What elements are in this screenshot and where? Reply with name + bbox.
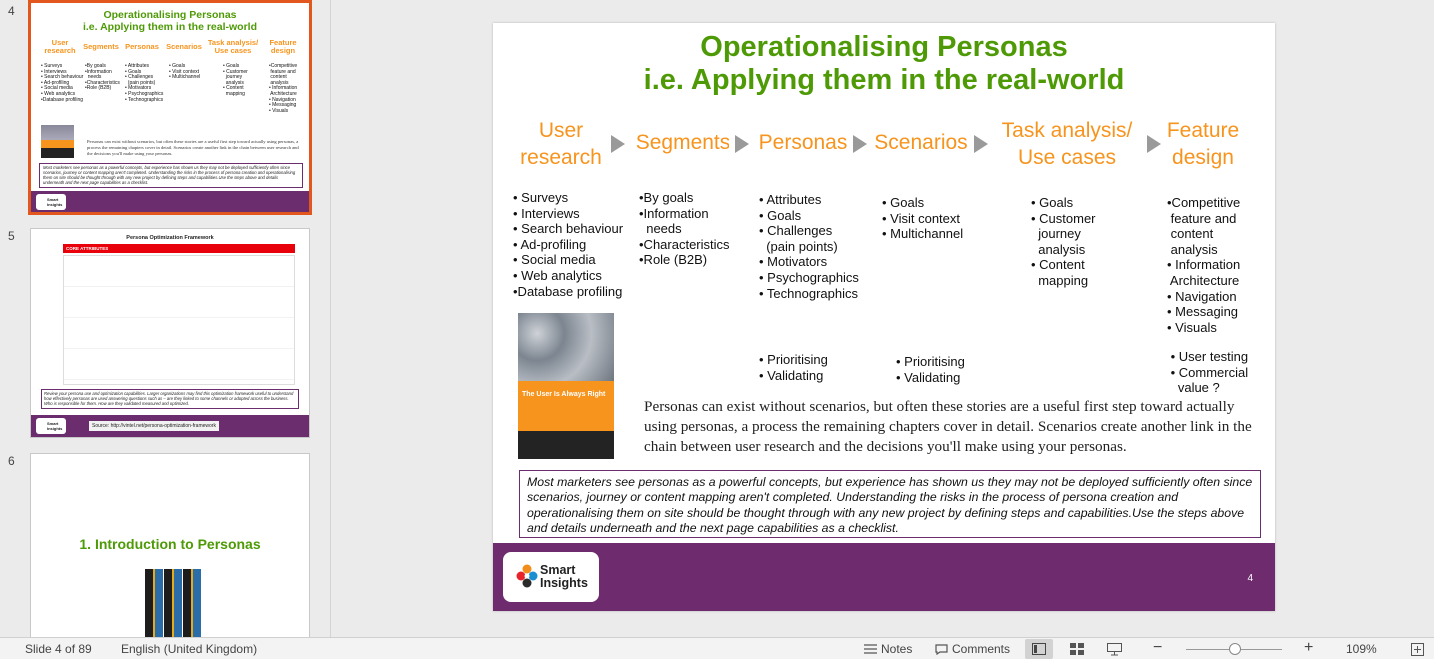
normal-view-icon	[1032, 643, 1046, 655]
crowd-photo	[518, 313, 614, 381]
slide-thumbnail-pane[interactable]	[0, 0, 331, 637]
thumb-table-header: CORE ATTRIBUTES	[63, 244, 295, 253]
note-box[interactable]: Most marketers see personas as a powerful concepts, but experience has shown us they may not be deployed sufficiently often since scenarios, journey or content mapping aren't completed. Understanding the risks in the process of persona creation and operationalising them on site should be thought through with any new project by defining steps and capabilities.Use the steps above and details underneath and the next page capabilities as a checklist.	[519, 470, 1261, 538]
chevron-right-icon	[853, 135, 867, 153]
fit-to-window-button[interactable]	[1403, 639, 1431, 659]
thumb-head: Scenarios	[166, 42, 202, 51]
list-user-research[interactable]: • Surveys • Interviews • Search behaviour • Ad-profiling • Social media • Web analytics •Database profiling	[513, 190, 624, 299]
book-title: The User Is Always Right	[518, 381, 614, 431]
head-scenarios[interactable]: Scenarios	[874, 131, 968, 154]
head-feature-design[interactable]: Feature design	[1166, 119, 1240, 169]
list-personas[interactable]: • Attributes • Goals • Challenges (pain points) • Motivators • Psychographics • Technographics	[759, 192, 859, 301]
thumb-framework-table	[63, 255, 295, 385]
thumb-head: Task analysis/ Use cases	[207, 38, 259, 55]
thumb-number: 5	[8, 229, 15, 243]
presenter-icon	[1107, 643, 1122, 656]
thumb-head: Personas	[125, 42, 159, 51]
status-bar	[0, 637, 1434, 659]
current-slide[interactable]	[493, 23, 1275, 611]
book-cover-image[interactable]	[518, 313, 614, 459]
zoom-out-button[interactable]: −	[1153, 639, 1163, 656]
logo-mark-icon	[516, 564, 538, 590]
thumb-col: •By goals •Information needs •Characteristics •Role (B2B)	[85, 63, 120, 92]
chevron-right-icon	[1147, 135, 1161, 153]
footer-bar	[493, 543, 1275, 611]
thumb-note-box: Most marketers see personas as a powerful concepts, but experience has shown us they may not be deployed sufficiently often since scenarios, journey or content mapping aren't completed. Understanding the risks in the process of persona creation and operationalising them on site should be thought through with any new project by defining steps and capabilities.Use the steps above and details underneath and the next page capabilities as a checklist.	[39, 163, 303, 188]
thumb-paragraph: Personas can exist without scenarios, but often these stories are a useful first step toward actually using personas, a process the remaining chapters cover in detail. Scenarios create another link in the chain between user research and the decisions you'll make using your personas.	[87, 139, 299, 156]
comments-button[interactable]	[935, 638, 1010, 659]
list-segments[interactable]: •By goals •Information needs •Characteristics •Role (B2B)	[639, 190, 730, 268]
thumb-col: •Competitive feature and content analysis • Information Architecture • Navigation • Messaging • Visuals	[269, 63, 298, 114]
thumb-head: User research	[44, 38, 76, 55]
thumb-col: • Attributes • Goals • Challenges (pain points) • Motivators • Psychographics • Technographics	[125, 63, 164, 103]
book-footer	[518, 431, 614, 459]
list-scenarios-lower[interactable]: • Prioritising • Validating	[896, 354, 965, 385]
head-task-analysis[interactable]: Task analysis/ Use cases	[1001, 119, 1133, 169]
thumb-number: 6	[8, 454, 15, 468]
thumb-logo: Smart Insights	[36, 194, 66, 210]
thumb-footer-bar	[31, 415, 309, 437]
slide-thumbnail-5[interactable]	[30, 228, 310, 438]
slide-page-number: 4	[1247, 573, 1253, 584]
chevron-right-icon	[611, 135, 625, 153]
zoom-level[interactable]: 109%	[1346, 642, 1377, 656]
list-feature-design[interactable]: •Competitive feature and content analysis • Information Architecture • Navigation • Messaging • Visuals	[1167, 195, 1241, 335]
thumb-head: Segments	[83, 42, 119, 51]
thumb-col: • Goals • Customer journey analysis • Content mapping	[223, 63, 248, 97]
head-personas[interactable]: Personas	[758, 131, 848, 154]
comment-icon	[935, 644, 948, 655]
notes-label: Notes	[881, 642, 913, 656]
slide-counter: Slide 4 of 89	[25, 642, 92, 656]
list-feature-lower[interactable]: • User testing • Commercial value ?	[1170, 349, 1249, 396]
body-paragraph[interactable]: Personas can exist without scenarios, but often these stories are a useful first step toward actually using personas, a process the remaining chapters cover in detail. Scenarios create another link in the chain between user research and the decisions you'll make using your personas.	[644, 398, 1252, 455]
slide-editor-canvas[interactable]	[332, 0, 1434, 637]
thumb-head: Feature design	[269, 38, 297, 55]
fit-window-icon	[1411, 643, 1424, 656]
thumb-col: • Goals • Visit context • Multichannel	[169, 63, 201, 81]
thumb-title: 1. Introduction to Personas	[79, 536, 261, 552]
list-personas-lower[interactable]: • Prioritising • Validating	[759, 352, 828, 383]
zoom-in-button[interactable]: +	[1304, 639, 1314, 656]
slide-thumbnail-6[interactable]	[30, 453, 310, 637]
thumb-logo: Smart Insights	[36, 418, 66, 434]
language-indicator[interactable]: English (United Kingdom)	[121, 642, 258, 656]
normal-view-button[interactable]	[1025, 639, 1053, 659]
thumb-book-image	[41, 125, 74, 158]
grid-icon	[1070, 643, 1084, 655]
chevron-right-icon	[735, 135, 749, 153]
thumb-number: 4	[8, 4, 15, 18]
thumb-footer-bar	[31, 191, 309, 213]
notes-button[interactable]	[864, 638, 912, 659]
thumb-title: Persona Optimization Framework	[126, 235, 214, 241]
thumb-source-link: Source: http://vintel.net/persona-optimization-framework	[89, 421, 219, 431]
logo-text: Smart Insights	[540, 563, 588, 590]
thumb-title: Operationalising Personas i.e. Applying them in the real-world	[82, 9, 258, 33]
slide-title[interactable]: Operationalising Personas i.e. Applying them in the real-world	[643, 31, 1125, 96]
slideshow-button[interactable]	[1100, 639, 1128, 659]
head-segments[interactable]: Segments	[635, 131, 731, 154]
smart-insights-logo	[503, 552, 599, 602]
slide-thumbnail-4[interactable]	[28, 0, 312, 215]
notes-icon	[864, 644, 877, 654]
list-task-analysis[interactable]: • Goals • Customer journey analysis • Content mapping	[1031, 195, 1096, 288]
thumb-note-box: Review your persona use and optimization capabilities. Larger organizations may find this optimization framework useful to understand how effectively personas are used answering questions such as – are they linked to some channels or adopted across the business. Who is responsible for them. How are they validated measured and optimized.	[41, 389, 299, 409]
list-scenarios[interactable]: • Goals • Visit context • Multichannel	[882, 195, 964, 242]
comments-label: Comments	[952, 642, 1011, 656]
chevron-right-icon	[974, 135, 988, 153]
thumb-heads-image	[145, 569, 201, 637]
slide-sorter-button[interactable]	[1063, 639, 1091, 659]
zoom-slider-thumb[interactable]	[1229, 643, 1241, 655]
thumb-col: • Surveys • Interviews • Search behaviour • Ad-profiling • Social media • Web analytics •Database profiling	[41, 63, 84, 103]
head-user-research[interactable]: User research	[520, 119, 602, 169]
